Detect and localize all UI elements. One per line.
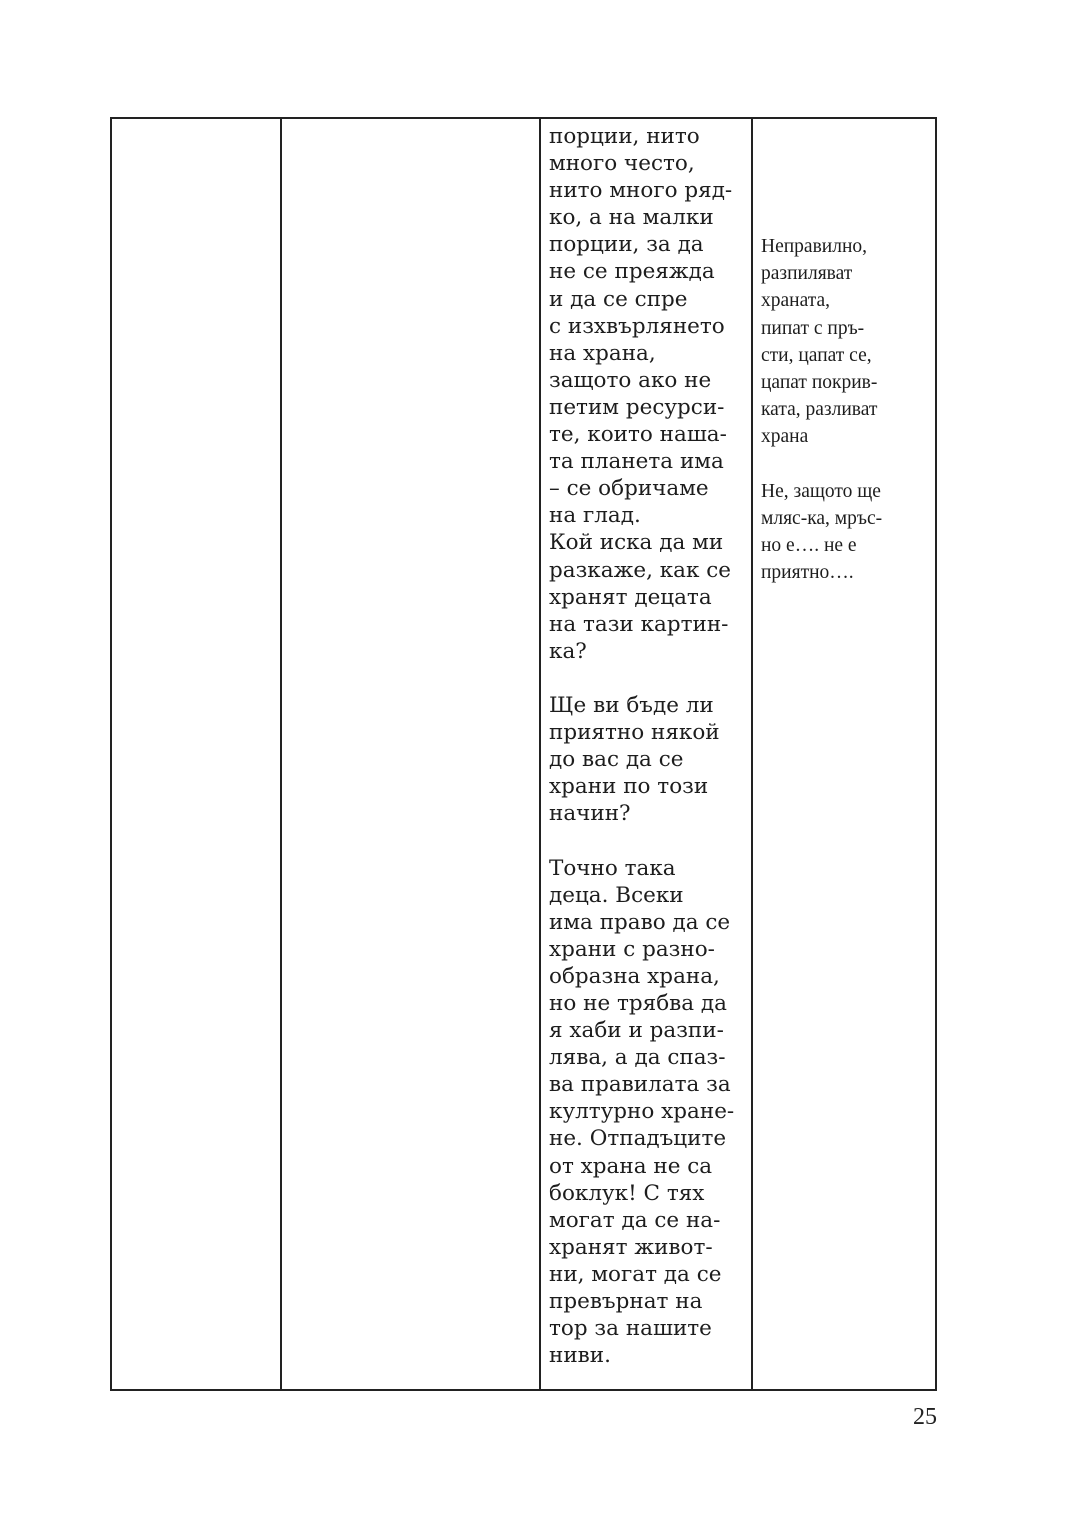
- text-line: храна: [761, 426, 809, 448]
- text-line: начин?: [549, 801, 631, 827]
- text-line: разкаже, как се: [549, 557, 732, 583]
- text-line: с изхвърлянето: [549, 313, 725, 339]
- text-line: сти, цапат се,: [761, 344, 872, 366]
- text-line: на храна,: [549, 340, 656, 366]
- text-line: порции, нито: [549, 124, 700, 149]
- text-line: та планета има: [549, 449, 724, 475]
- text-line: не. Отпадъците: [549, 1126, 727, 1152]
- text-line: те, които наша-: [549, 422, 727, 448]
- text-line: до вас да се: [549, 747, 684, 773]
- text-line: порции, за да: [549, 232, 704, 258]
- text-line: пипат с пръ-: [761, 317, 865, 339]
- text-line: ка?: [549, 638, 587, 664]
- text-line: хранят децата: [549, 584, 712, 610]
- text-line: боклук! С тях: [549, 1180, 705, 1206]
- text-line: на тази картин-: [549, 611, 729, 637]
- table-cell-children-answers: [753, 119, 937, 1389]
- text-line: не се преяжда: [549, 259, 715, 285]
- text-line: ниви.: [549, 1343, 611, 1369]
- text-line: но не трябва да: [549, 991, 727, 1016]
- text-line: храни по този: [549, 774, 709, 800]
- table-cell-teacher-text: [541, 119, 751, 1389]
- text-line: има право да се: [549, 909, 731, 935]
- text-line: на глад.: [549, 503, 641, 529]
- blank-line: [549, 665, 751, 692]
- text-line: тор за нашите: [549, 1316, 712, 1342]
- text-line: превърнат на: [549, 1289, 703, 1315]
- text-line: лява, а да спаз-: [549, 1045, 726, 1071]
- text-line: Точно така: [549, 855, 676, 881]
- text-line: могат да се на-: [549, 1207, 721, 1233]
- text-line: Неправилно,: [761, 236, 868, 257]
- text-line: ни, могат да се: [549, 1261, 722, 1287]
- text-line: нито много ряд-: [549, 178, 733, 204]
- text-line: културно хране-: [549, 1099, 735, 1125]
- lesson-table: [110, 117, 937, 1391]
- text-line: много често,: [549, 151, 695, 177]
- text-line: мляс-ка, мръс-: [761, 508, 883, 530]
- text-line: я хаби и разпи-: [549, 1018, 724, 1044]
- text-line: Кой иска да ми: [549, 530, 724, 556]
- text-line: образна храна,: [549, 963, 720, 989]
- text-line: Ще ви бъде ли: [549, 692, 714, 718]
- text-line: – се обричаме: [549, 476, 709, 502]
- text-line: цапат покрив-: [761, 372, 878, 394]
- text-line: ва правилата за: [549, 1072, 731, 1098]
- text-line: ката, разливат: [761, 399, 878, 421]
- text-line: храната,: [761, 290, 831, 312]
- text-line: хранят живот-: [549, 1234, 713, 1260]
- blank-line: [761, 451, 937, 478]
- text-line: приятно….: [761, 562, 854, 584]
- table-cell-col2: [282, 119, 539, 1389]
- text-line: петим ресурси-: [549, 394, 725, 420]
- text-line: Не, защото ще: [761, 480, 881, 502]
- table-cell-col1: [112, 119, 280, 1389]
- page-number: 25: [913, 1404, 937, 1430]
- text-line: ко, а на малки: [549, 205, 714, 231]
- text-line: храни с разно-: [549, 936, 715, 962]
- text-line: деца. Всеки: [549, 882, 684, 908]
- blank-line: [549, 827, 751, 854]
- text-line: защото ако не: [549, 367, 712, 393]
- text-line: но е…. не е: [761, 535, 857, 557]
- text-line: от храна не са: [549, 1153, 713, 1179]
- text-line: разпиляват: [761, 263, 853, 285]
- text-line: приятно някой: [549, 720, 720, 746]
- text-line: и да се спре: [549, 286, 688, 312]
